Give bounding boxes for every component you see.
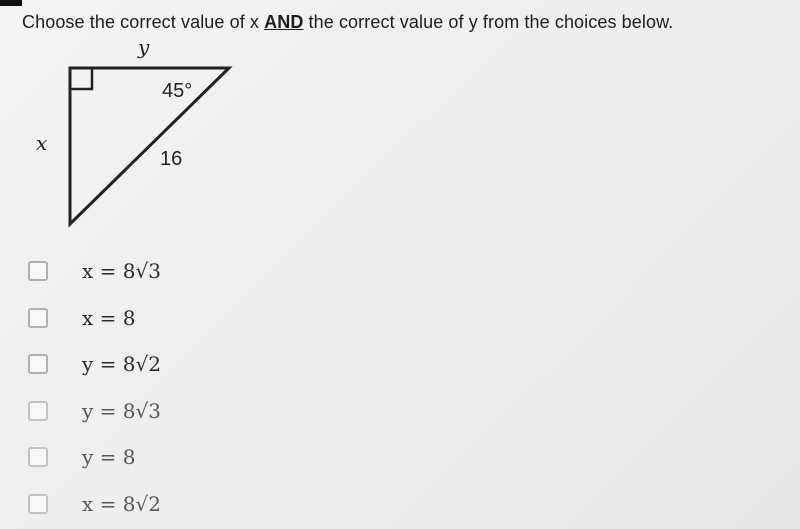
choice-5[interactable] <box>28 434 161 481</box>
choice-label-1: x = 8√3 <box>82 259 161 284</box>
choice-checkbox-3[interactable] <box>28 354 48 374</box>
hypotenuse-label: 16 <box>160 148 183 170</box>
answer-choices <box>28 248 161 527</box>
question-text-after: the correct value of y from the choices below. <box>303 12 674 32</box>
choice-label-4: y = 8√3 <box>82 398 161 423</box>
choice-label-5: y = 8 <box>82 445 136 470</box>
choice-label-3: y = 8√2 <box>82 352 161 377</box>
choice-1[interactable] <box>28 248 161 295</box>
angle-label: 45° <box>162 80 193 102</box>
right-angle-marker <box>70 68 92 89</box>
choice-checkbox-6[interactable] <box>28 494 48 514</box>
side-label-x: x <box>36 131 48 155</box>
choice-2[interactable] <box>28 295 161 342</box>
choice-label-6: x = 8√2 <box>82 491 161 516</box>
choice-label-2: x = 8 <box>82 305 136 330</box>
choice-3[interactable] <box>28 341 161 388</box>
choice-6[interactable] <box>28 481 161 528</box>
choice-checkbox-4[interactable] <box>28 401 48 421</box>
choice-checkbox-2[interactable] <box>28 308 48 328</box>
choice-checkbox-1[interactable] <box>28 261 48 281</box>
triangle-shape <box>70 68 229 224</box>
choice-checkbox-5[interactable] <box>28 447 48 467</box>
question-emphasis: AND <box>264 12 304 32</box>
side-label-y: y <box>138 35 150 59</box>
question-text-before: Choose the correct value of x <box>22 12 265 32</box>
choice-4[interactable] <box>28 388 161 435</box>
